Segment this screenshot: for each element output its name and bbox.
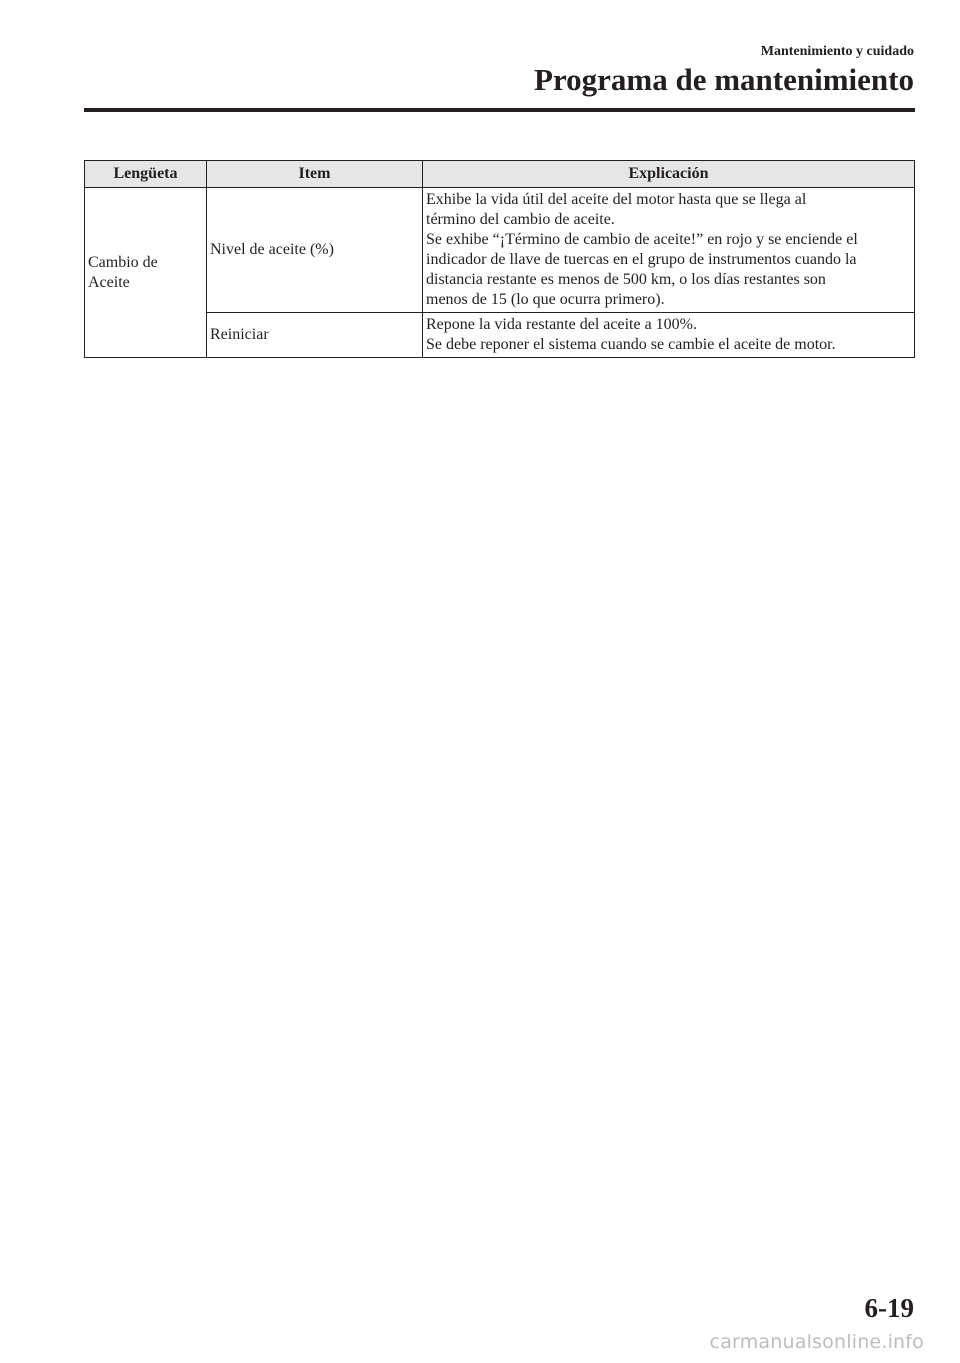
table-row — [85, 188, 915, 313]
item-cell: Reiniciar — [207, 313, 423, 358]
explanation-line: Se exhibe “¡Término de cambio de aceite!” en rojo y se enciende el — [426, 231, 858, 248]
explanation-line: Exhibe la vida útil del aceite del motor hasta que se llega al — [426, 191, 807, 208]
page-title: Programa de mantenimiento — [534, 62, 914, 97]
explanation-cell — [423, 188, 915, 313]
table-body — [85, 188, 915, 358]
explanation-line: término del cambio de aceite. — [426, 211, 615, 228]
tab-cell — [85, 188, 207, 358]
explanation-line: Repone la vida restante del aceite a 100%. — [426, 316, 697, 333]
column-header-item: Item — [207, 161, 423, 188]
table-header-row — [85, 161, 915, 188]
explanation-line: distancia restante es menos de 500 km, o los días restantes son — [426, 271, 826, 288]
item-cell: Nivel de aceite (%) — [207, 188, 423, 313]
table-row — [85, 313, 915, 358]
explanation-line: Se debe reponer el sistema cuando se cambie el aceite de motor. — [426, 336, 836, 353]
tab-label-line: Aceite — [88, 273, 130, 291]
header-divider — [84, 108, 915, 112]
column-header-explanation: Explicación — [423, 161, 915, 188]
section-title: Mantenimiento y cuidado — [760, 44, 914, 59]
tab-label-line: Cambio de — [88, 253, 158, 271]
explanation-cell — [423, 313, 915, 358]
table-header — [85, 161, 915, 188]
explanation-line: indicador de llave de tuercas en el grupo de instrumentos cuando la — [426, 251, 857, 268]
maintenance-table — [84, 160, 915, 358]
column-header-tab: Lengüeta — [85, 161, 207, 188]
page-number: 6-19 — [864, 1293, 914, 1323]
watermark-link[interactable]: carmanualsonline.info — [709, 1331, 924, 1353]
explanation-line: menos de 15 (lo que ocurra primero). — [426, 291, 665, 308]
